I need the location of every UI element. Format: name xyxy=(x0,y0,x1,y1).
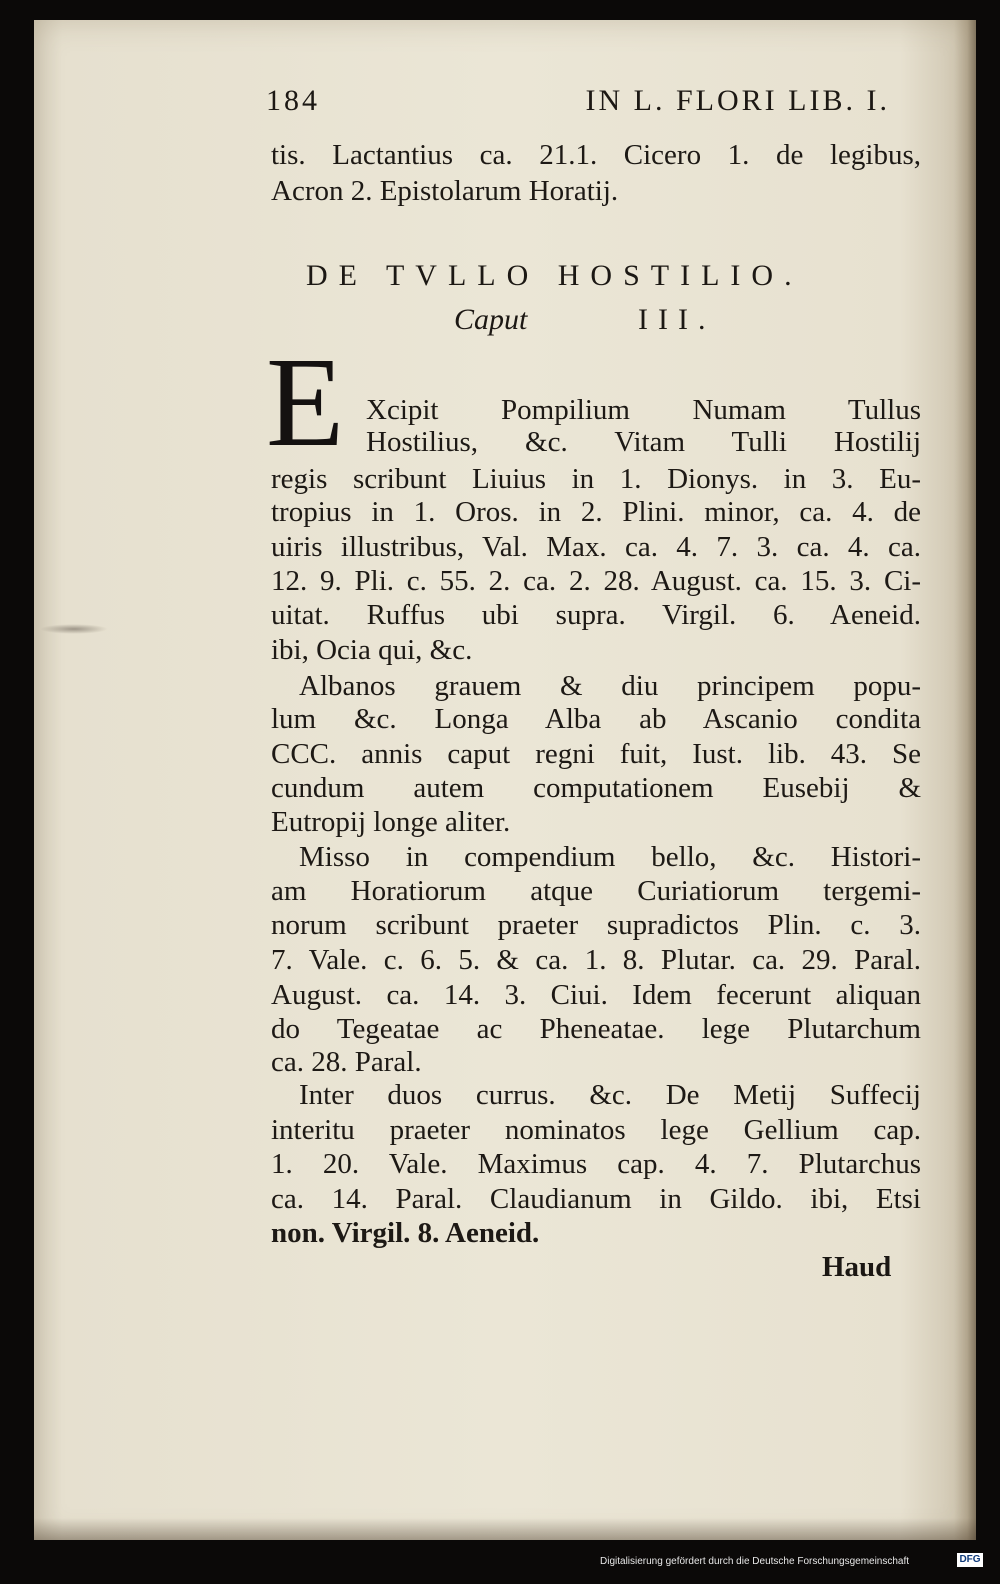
paragraph-line: Xcipit Pompilium Numam Tullus xyxy=(366,394,921,426)
caput-label: Caput xyxy=(454,303,528,336)
drop-cap: E xyxy=(266,331,345,473)
paragraph-line: 7. Vale. c. 6. 5. & ca. 1. 8. Plutar. ca. 29. Paral. xyxy=(271,944,921,976)
caput-number: III. xyxy=(638,303,716,336)
page-number: 184 xyxy=(266,84,320,117)
paragraph-line: 1. 20. Vale. Maximus cap. 4. 7. Plutarchus xyxy=(271,1148,921,1180)
paragraph-line: uitat. Ruffus ubi supra. Virgil. 6. Aeneid. xyxy=(271,599,921,631)
paragraph-line: Hostilius, &c. Vitam Tulli Hostilij xyxy=(366,426,921,458)
paragraph-line: ca. 14. Paral. Claudianum in Gildo. ibi, Etsi xyxy=(271,1183,921,1215)
digitization-credit: Digitalisierung gefördert durch die Deutsche Forschungsgemeinschaft xyxy=(600,1556,910,1567)
continuation-line: Acron 2. Epistolarum Horatij. xyxy=(271,175,619,207)
paragraph-line: do Tegeatae ac Pheneatae. lege Plutarchum xyxy=(271,1013,921,1045)
paragraph-line: August. ca. 14. 3. Ciui. Idem fecerunt aliquan xyxy=(271,979,921,1011)
running-header xyxy=(266,84,890,118)
paragraph-line: regis scribunt Liuius in 1. Dionys. in 3. Eu- xyxy=(271,463,921,495)
paragraph-line: 12. 9. Pli. c. 55. 2. ca. 2. 28. August. ca. 15. 3. Ci- xyxy=(271,565,921,597)
page-bottom-shadow xyxy=(34,1518,976,1540)
paragraph-line: norum scribunt praeter supradictos Plin. c. 3. xyxy=(271,909,921,941)
paragraph-line: Misso in compendium bello, &c. Histori- xyxy=(299,841,921,873)
paragraph-line: ca. 28. Paral. xyxy=(271,1046,422,1078)
paragraph-line: non. Virgil. 8. Aeneid. xyxy=(271,1217,540,1249)
paragraph-line: interitu praeter nominatos lege Gellium cap. xyxy=(271,1114,921,1146)
paragraph-line: cundum autem computationem Eusebij & xyxy=(271,772,921,804)
paragraph-line: Albanos grauem & diu principem popu- xyxy=(299,670,921,702)
paragraph-line: am Horatiorum atque Curiatiorum tergemi- xyxy=(271,875,921,907)
running-title: IN L. FLORI LIB. I. xyxy=(585,84,890,117)
paragraph-line: Eutropij longe aliter. xyxy=(271,806,511,838)
dfg-logo: DFG xyxy=(957,1553,983,1567)
margin-smudge xyxy=(40,624,108,634)
paragraph-line: uiris illustribus, Val. Max. ca. 4. 7. 3. ca. 4. ca. xyxy=(271,531,921,563)
paragraph-line: lum &c. Longa Alba ab Ascanio condita xyxy=(271,703,921,735)
catchword: Haud xyxy=(822,1251,892,1283)
chapter-title: DE TVLLO HOSTILIO. xyxy=(306,259,803,292)
paragraph-line: Inter duos currus. &c. De Metij Suffecij xyxy=(299,1079,921,1111)
paragraph-line: ibi, Ocia qui, &c. xyxy=(271,634,473,666)
paragraph-line: tropius in 1. Oros. in 2. Plini. minor, ca. 4. de xyxy=(271,496,921,528)
continuation-line: tis. Lactantius ca. 21.1. Cicero 1. de legibus, xyxy=(271,139,921,171)
paragraph-line: CCC. annis caput regni fuit, Iust. lib. 43. Se xyxy=(271,738,921,770)
page-edge-shadow xyxy=(954,20,976,1540)
